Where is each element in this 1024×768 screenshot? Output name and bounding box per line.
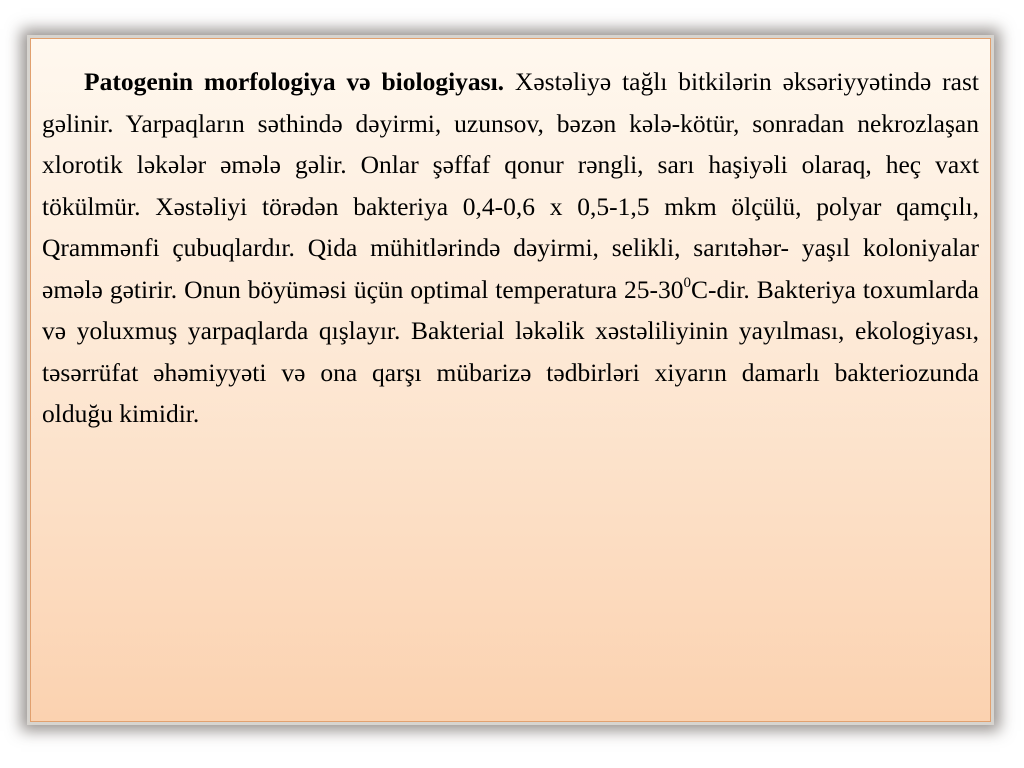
degree-superscript: 0	[683, 275, 691, 291]
content-panel	[30, 38, 991, 722]
body-paragraph	[42, 61, 979, 435]
body-text-part-2: C-dir. Bakteriya toxumlarda və yoluxmuş yarpaqlarda qışlayır. Bakterial ləkəlik xəstəliliyinin yayılması, ekologiyası, təsərrüfat əhəmiyyəti və ona qarşı mübarizə tədbirləri xiyarın damarlı bakteriozunda olduğu kimidir.	[42, 274, 979, 428]
section-heading: Patogenin morfologiya və biologiyası.	[84, 67, 505, 96]
body-text-part-1: Xəstəliyə tağlı bitkilərin əksəriyyətində rast gəlinir. Yarpaqların səthində dəyirmi, uzunsov, bəzən kələ-kötür, sonradan nekrozlaşan xlorotik ləkələr əmələ gəlir. Onlar şəffaf qonur rəngli, sarı haşiyəli olaraq, heç vaxt tökülmür. Xəstəliyi törədən bakteriya 0,4-0,6 x 0,5-1,5 mkm ölçülü, polyar qamçılı, Qrammənfi çubuqlardır. Qida mühitlərində dəyirmi, selikli, sarıtəhər- yaşıl koloniyalar əmələ gətirir. Onun böyüməsi üçün optimal temperatura 25-30	[42, 67, 979, 304]
